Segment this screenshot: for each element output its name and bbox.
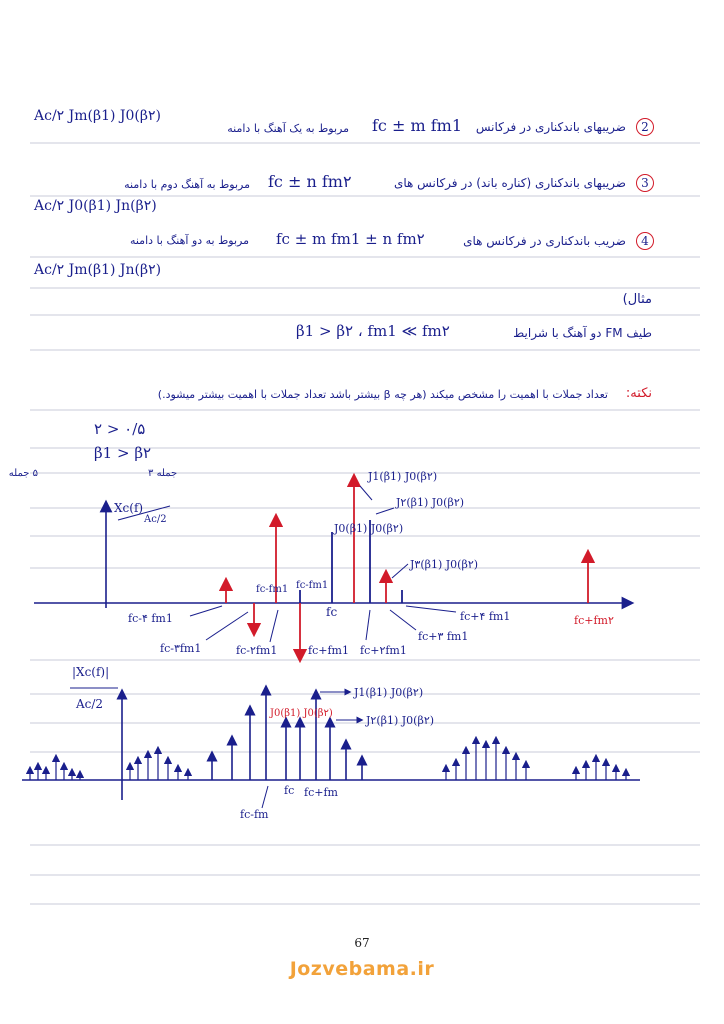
fig1-label-fc-plus-3fm1: fc+۳ fm1 (418, 630, 469, 643)
item3-amplitude: Ac/۲ J0(β1) Jn(β۲) (34, 198, 157, 214)
item4-amplitude: Ac/۲ Jm(β1) Jn(β۲) (34, 262, 162, 278)
item4-description: ضریب باندکناری در فرکانس های (463, 234, 626, 248)
example-condition: β1 > β۲ ، fm1 ≪ fm۲ (296, 322, 450, 340)
item3-tail: مربوط به آهنگ دوم با دامنه (124, 178, 250, 191)
fig1-coeff-j0j0: J0(β1) J0(β۲) (334, 522, 404, 535)
fig2-ydenom: Ac/2 (76, 697, 104, 711)
fig1-label-fc-plus-fm1: fc+fm1 (308, 644, 349, 657)
fig2-fc-minus-fm: fc-fm (240, 808, 269, 820)
fig1-coeff-j2j0: J۲(β1) J0(β۲) (396, 496, 465, 509)
note-line2: β1 > β۲ (94, 444, 152, 462)
item2-frequency: fc ± m fm1 (372, 116, 462, 135)
fig1-label-fc-minus-3fm1: fc-۳fm1 (160, 642, 202, 655)
example-statement: طیف FM دو آهنگ با شرایط (513, 326, 652, 340)
fig2-ylabel: |Xc(f)| (72, 665, 110, 679)
fig1-label-fc-minus-fm1-b: fc-fm1 (256, 584, 289, 595)
spectrum-figure-1 (0, 460, 724, 670)
item3-description: ضریبهای باندکناری (کناره باند) در فرکانس های (393, 176, 626, 190)
page-number: 67 (354, 936, 370, 950)
fig1-label-fc-minus-2fm1: fc-۲fm1 (236, 644, 278, 657)
item4-number-badge (632, 230, 654, 250)
fig1-label-fc-minus-fm1: fc-fm1 (296, 580, 329, 591)
spectrum-figure-2 (0, 660, 724, 820)
fig2-coeff-a: J1(β1) J0(β۲) (354, 686, 424, 699)
item4-tail: مربوط به دو آهنگ با دامنه (129, 234, 249, 247)
item2-amplitude-text: Ac/۲ Jm(β1) J0(β۲) (34, 108, 161, 124)
item3-frequency: fc ± n fm۲ (268, 172, 352, 191)
fig1-label-fc-plus-2fm1: fc+۲fm1 (360, 644, 407, 657)
item4-number: 4 (636, 232, 654, 250)
fig1-tag-right: ۳ جمله (148, 468, 178, 479)
fig1-label-fc: fc (326, 605, 338, 619)
watermark: Jozvebama.ir (289, 958, 435, 980)
fig1-label-fc-plus-fm2: fc+fm۲ (574, 614, 614, 627)
item2-number: 2 (636, 118, 654, 136)
fig1-label-fc-plus-4fm1: fc+۴ fm1 (460, 610, 511, 623)
item3-number: 3 (636, 174, 654, 192)
item4-frequency: fc ± m fm1 ± n fm۲ (276, 230, 425, 248)
item2-number-badge (632, 116, 654, 136)
fig1-label-fc-minus-4fm1: fc-۴ fm1 (128, 612, 173, 625)
fig2-fc-plus-fm: fc+fm (304, 786, 338, 799)
fig1-tag-left: ۵ جمله (8, 468, 38, 479)
fig1-coeff-j1j0: J1(β1) J0(β۲) (368, 470, 438, 483)
fig1-coeff-j3j0: J۳(β1) J0(β۲) (410, 558, 479, 571)
fig2-fc: fc (284, 784, 295, 797)
fig2-coeff-red: J0(β1) J0(β۲) (270, 708, 333, 719)
fig2-coeff-b: J۲(β1) J0(β۲) (366, 714, 435, 727)
item2-tail: مربوط به یک آهنگ با دامنه (227, 122, 349, 135)
note-text: تعداد جملات با اهمیت را مشخص میکند (هر چه β بیشتر باشد تعداد جملات با اهمیت بیشتر میشود.) (157, 388, 608, 401)
note-label: نکته: (625, 386, 652, 401)
item2-amplitude (34, 108, 244, 124)
item3-number-badge (632, 172, 654, 192)
fig1-ydenom: Ac/2 (144, 514, 167, 525)
fig1-ylabel: Xc(f) (114, 501, 144, 515)
note-line1: ۲ > ۰/۵ (94, 420, 146, 438)
item2-description: ضریبهای باندکناری در فرکانس (475, 120, 626, 134)
example-label: مثال) (622, 292, 652, 307)
